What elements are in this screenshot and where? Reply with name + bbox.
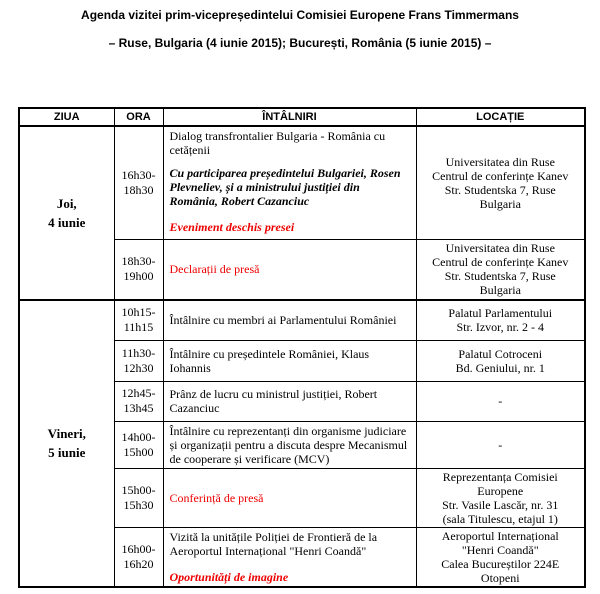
meeting-participants-note: Cu participarea președintelui Bulgariei, Rosen Plevneliev, și a ministrului justiției din România, Robert Cazanciuc — [169, 166, 401, 208]
title-line-1: Agenda vizitei prim-vicepreședintelui Comisiei Europene Frans Timmermans — [81, 8, 519, 22]
day-cell-vineri-5-iunie: Vineri, 5 iunie — [19, 300, 114, 587]
press-statement-label: Declarații de presă — [169, 262, 260, 277]
meeting-cell — [163, 340, 416, 381]
meeting-title: Vizită la unitățile Poliției de Frontieră de la Aeroportul Internațional "Henri Coandă" — [169, 529, 378, 558]
meeting-cell — [163, 126, 416, 239]
table-row-3 — [19, 300, 585, 340]
time-cell: 15h00- 15h30 — [114, 468, 163, 527]
meeting-cell — [163, 381, 416, 421]
location-cell: - — [416, 381, 585, 421]
meeting-cell — [163, 239, 416, 300]
location-cell: - — [416, 421, 585, 468]
meeting-title: Prânz de lucru cu ministrul justiției, Robert Cazanciuc — [169, 387, 378, 415]
document-title — [0, 8, 600, 50]
photo-opportunity-note: Oportunități de imagine — [169, 569, 289, 584]
time-cell: 16h30- 18h30 — [114, 126, 163, 239]
time-cell: 10h15- 11h15 — [114, 300, 163, 340]
location-cell: Aeroportul Internațional "Henri Coandă" Calea Bucureștilor 224E Otopeni — [416, 527, 585, 587]
column-header-locatie: LOCAȚIE — [416, 108, 585, 126]
column-header-ora: ORA — [114, 108, 163, 126]
table-header-row — [19, 108, 585, 126]
location-cell: Reprezentanța Comisiei Europene Str. Vasile Lascăr, nr. 31 (sala Titulescu, etajul 1) — [416, 468, 585, 527]
meeting-cell — [163, 421, 416, 468]
meeting-title: Întâlnire cu președintele României, Klaus Iohannis — [169, 346, 370, 375]
meeting-title: Întâlnire cu membri ai Parlamentului României — [169, 313, 397, 328]
meeting-cell — [163, 300, 416, 340]
time-cell: 16h00- 16h20 — [114, 527, 163, 587]
location-cell: Palatul Cotroceni Bd. Geniului, nr. 1 — [416, 340, 585, 381]
location-cell: Universitatea din Ruse Centrul de conferințe Kanev Str. Studentska 7, Ruse Bulgaria — [416, 239, 585, 300]
time-cell: 14h00- 15h00 — [114, 421, 163, 468]
time-cell: 12h45- 13h45 — [114, 381, 163, 421]
day-cell-joi-4-iunie: Joi, 4 iunie — [19, 126, 114, 300]
press-conference-label: Conferință de presă — [169, 490, 264, 505]
location-cell: Palatul Parlamentului Str. Izvor, nr. 2 - 4 — [416, 300, 585, 340]
location-cell: Universitatea din Ruse Centrul de conferințe Kanev Str. Studentska 7, Ruse Bulgaria — [416, 126, 585, 239]
time-cell: 11h30- 12h30 — [114, 340, 163, 381]
column-header-intalniri: ÎNTÂLNIRI — [163, 108, 416, 126]
meeting-title: Întâlnire cu reprezentanți din organisme judiciare și organizații pentru a discuta despre Mecanismul de cooperare și verificare (MCV) — [169, 423, 408, 466]
table-row-1 — [19, 126, 585, 239]
time-cell: 18h30- 19h00 — [114, 239, 163, 300]
column-header-ziua: ZIUA — [19, 108, 114, 126]
meeting-cell — [163, 468, 416, 527]
title-line-2: – Ruse, Bulgaria (4 iunie 2015); București, România (5 iunie 2015) – — [108, 36, 492, 50]
press-open-note: Eveniment deschis presei — [169, 220, 295, 234]
agenda-table — [18, 107, 586, 588]
meeting-title: Dialog transfrontalier Bulgaria - România cu cetățenii — [169, 129, 386, 157]
meeting-cell — [163, 527, 416, 587]
